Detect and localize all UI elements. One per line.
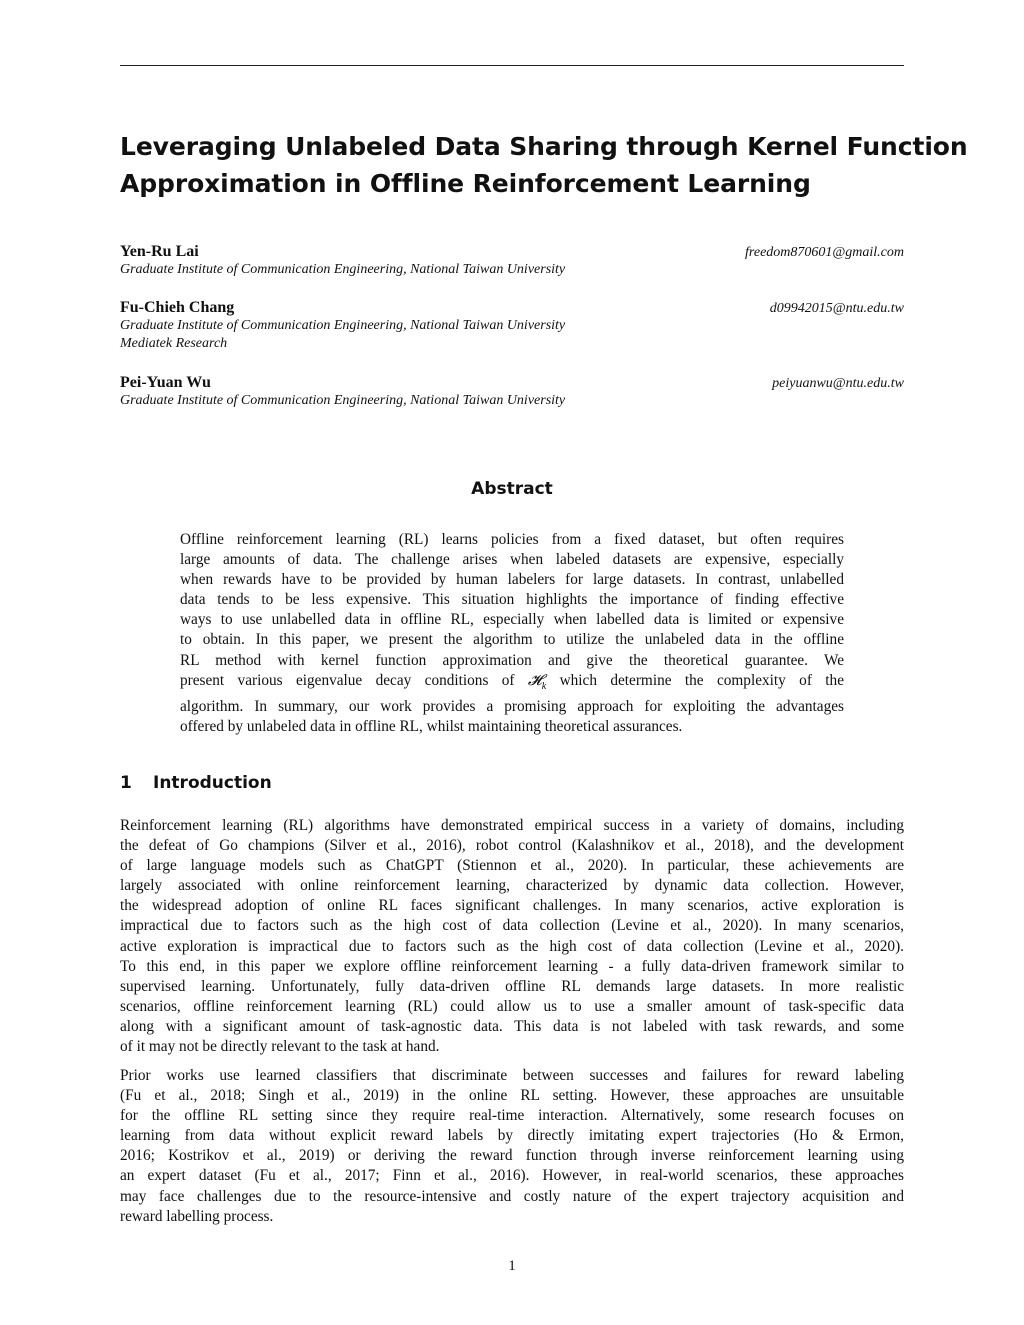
section-title: Introduction [153,773,272,793]
body-line: Prior works use learned classifiers that discriminate between successes and failures for reward labeling [120,1067,904,1084]
body-line: an expert dataset (Fu et al., 2017; Finn et al., 2016). However, in real-world scenarios, these approaches [120,1167,904,1185]
intro-paragraph-2 [120,1066,904,1227]
body-line: supervised learning. Unfortunately, fully data-driven offline RL demands large datasets. In more realistic [120,977,904,995]
author-block [120,299,904,353]
author-affiliation: Graduate Institute of Communication Engineering, National Taiwan University [120,393,566,408]
author-affiliation: Graduate Institute of Communication Engineering, National Taiwan University [120,318,566,333]
abstract-line: to obtain. In this paper, we present the algorithm to utilize the unlabeled data in the offline [180,631,844,649]
author-email[interactable]: d09942015@ntu.edu.tw [769,301,904,316]
abstract-line: ways to use unlabelled data in offline RL, especially when labelled data is limited or expensive [180,611,844,629]
section-heading [120,771,272,795]
body-line: active exploration is impractical due to factors such as the high cost of data collection (Levine et al., 2020). [120,937,904,955]
body-line: Reinforcement learning (RL) algorithms have demonstrated empirical success in a variety of domains, including [120,817,904,834]
author-block [120,374,904,410]
author-affiliation: Graduate Institute of Communication Engineering, National Taiwan University [120,262,566,277]
author-email[interactable]: freedom870601@gmail.com [745,245,904,260]
abstract-line: offered by unlabeled data in offline RL, whilst maintaining theoretical assurances. [180,717,683,735]
paper-title [120,128,968,202]
body-line: along with a significant amount of task-agnostic data. This data is not labeled with task rewards, and some [120,1017,904,1035]
abstract-line: when rewards have to be provided by human labelers for large datasets. In contrast, unlabelled [180,571,844,589]
abstract-heading: Abstract [471,479,553,499]
body-line: 2016; Kostrikov et al., 2019) or deriving the reward function through inverse reinforcement learning using [120,1147,904,1165]
body-line: the defeat of Go champions (Silver et al., 2016), robot control (Kalashnikov et al., 2018), and the development [120,837,904,855]
abstract-line: data tends to be less expensive. This situation highlights the importance of finding effective [180,591,844,609]
body-line: reward labelling process. [120,1207,274,1225]
math-hypothesis-space [527,671,547,692]
abstract-line: algorithm. In summary, our work provides a promising approach for exploiting the advantages [180,697,844,715]
body-line: of it may not be directly relevant to the task at hand. [120,1038,440,1056]
author-name: Pei-Yuan Wu [120,374,211,391]
author-name: Fu-Chieh Chang [120,299,235,316]
body-line: impractical due to factors such as the high cost of data collection (Levine et al., 2020). In many scenarios, [120,917,904,935]
header-rule [120,65,904,66]
section-number: 1 [120,773,132,793]
body-line: may face challenges due to the resource-intensive and costly nature of the expert trajectory acquisition and [120,1187,904,1205]
title-line: Approximation in Offline Reinforcement Learning [120,169,811,198]
abstract-line-text: present various eigenvalue decay conditions of [180,671,515,689]
author-affiliation: Mediatek Research [120,336,228,351]
author-email[interactable]: peiyuanwu@ntu.edu.tw [772,376,904,391]
body-line: To this end, in this paper we explore offline reinforcement learning - a fully data-driven framework similar to [120,957,904,975]
body-line: of large language models such as ChatGPT (Stiennon et al., 2020). In particular, these achievements are [120,857,904,875]
author-block [120,243,904,279]
body-line: for the offline RL setting since they require real-time interaction. Alternatively, some research focuses on [120,1107,904,1125]
body-line: scenarios, offline reinforcement learning (RL) could allow us to use a smaller amount of task-specific data [120,997,904,1015]
title-line: Leveraging Unlabeled Data Sharing through Kernel Function [120,132,968,161]
abstract-line-text: which determine the complexity of the [559,671,844,689]
intro-paragraph-1 [120,816,904,1057]
abstract-text [180,530,844,737]
body-line: learning from data without explicit reward labels by directly imitating expert trajectories (Ho & Ermon, [120,1127,904,1145]
math-symbol: 𝓗 [527,671,542,689]
body-line: (Fu et al., 2018; Singh et al., 2019) in the online RL setting. However, these approaches are unsuitable [120,1087,904,1105]
body-line: the widespread adoption of online RL faces significant challenges. In many scenarios, active exploration is [120,897,904,915]
abstract-line: large amounts of data. The challenge arises when labeled datasets are expensive, especially [180,551,844,569]
abstract-line-with-math [180,671,844,697]
abstract-line: Offline reinforcement learning (RL) learns policies from a fixed dataset, but often requires [180,531,844,548]
abstract-line: RL method with kernel function approximation and give the theoretical guarantee. We [180,651,844,669]
body-line: largely associated with online reinforcement learning, characterized by dynamic data collection. However, [120,877,904,895]
author-name: Yen-Ru Lai [120,243,199,260]
page-number: 1 [508,1258,516,1274]
math-subscript: k [541,680,547,692]
